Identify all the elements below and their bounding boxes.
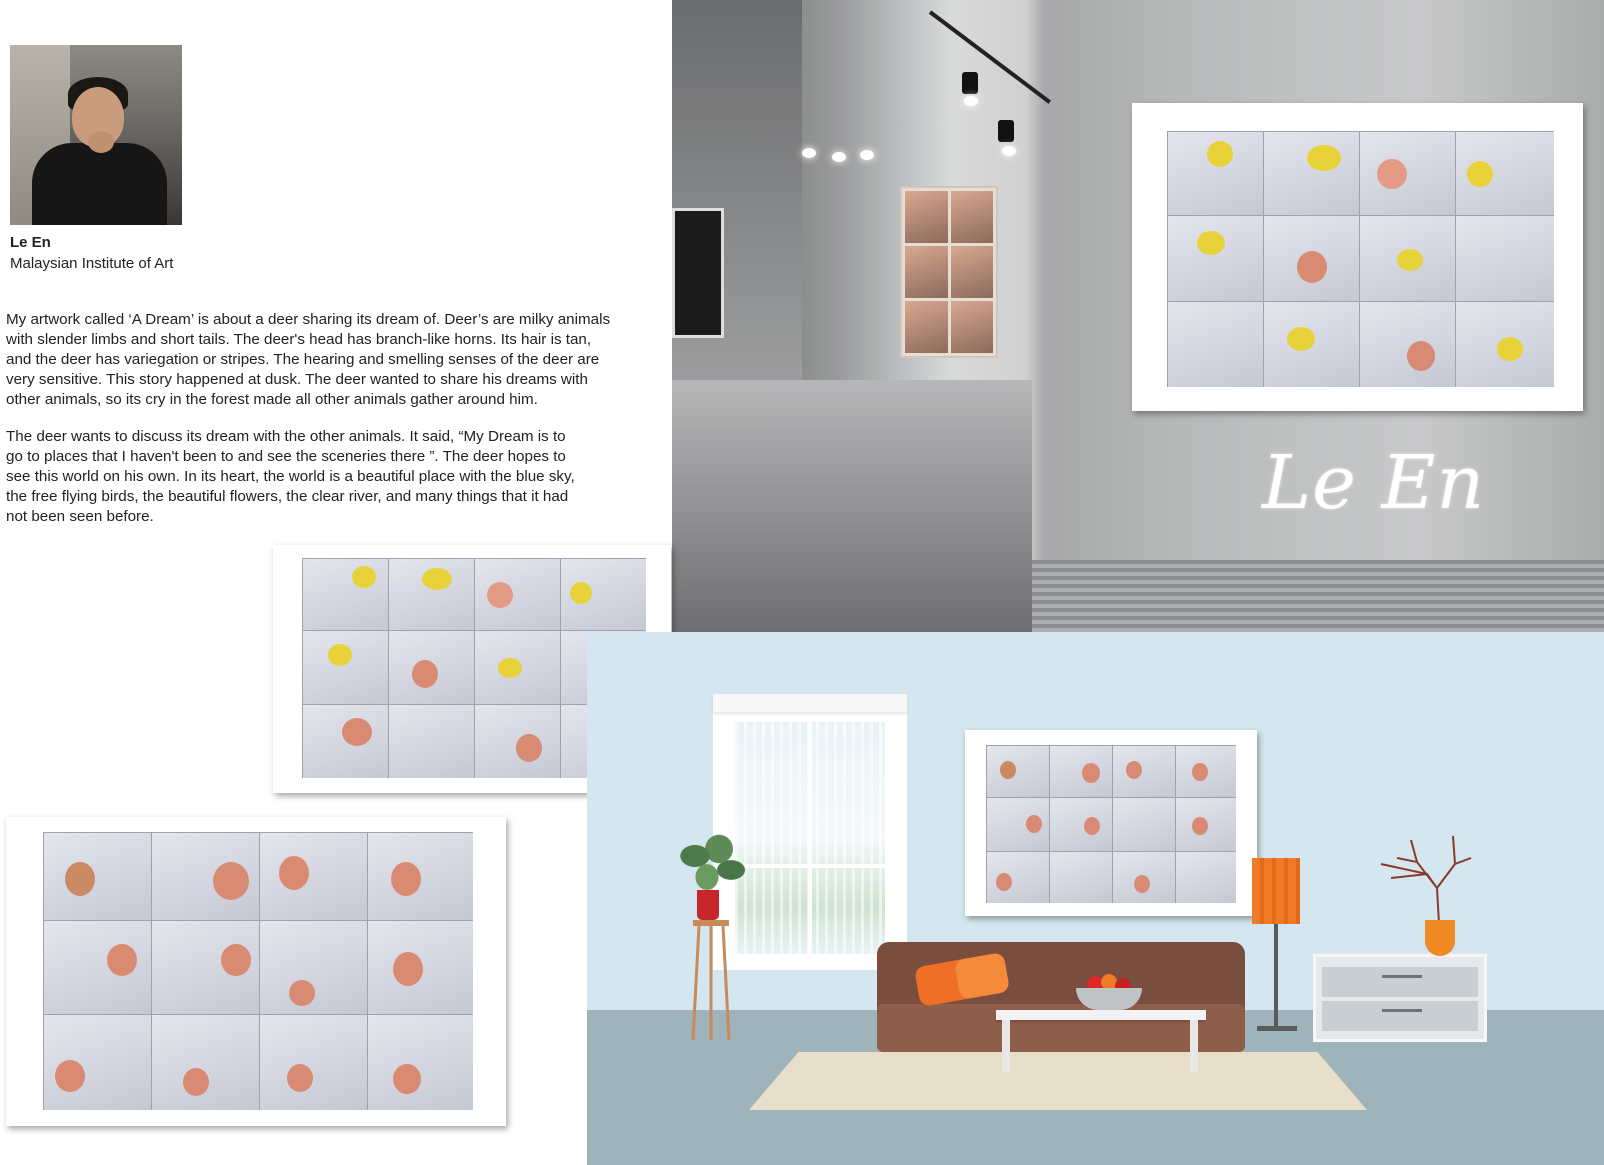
vase-branches [1367,828,1487,928]
rug [749,1052,1367,1110]
comic-artwork [986,745,1236,903]
cabinet [1313,954,1487,1042]
artist-signature: Le En [1262,440,1486,526]
vase [1425,920,1455,956]
plant-stand [691,920,731,1040]
description-paragraph-2: The deer wants to discuss its dream with the other animals. It said, “My Dream is to go to places that I haven't been to and see the sceneries there ”. The deer hopes to see this world on his own. In its heart, the world is a beautiful place with the blue sky, the free flying birds, the beautiful flowers, the clear river, and many things that it had not been seen before. [6,428,575,525]
gallery-dark-artwork [672,208,724,338]
artist-institution: Malaysian Institute of Art [10,255,174,272]
description-paragraph-1: My artwork called ‘A Dream’ is about a deer sharing its dream of. Deer’s are milky animals with slender limbs and short tails. The deer's head has branch-like horns. Its hair is tan, and the deer has variegation or stripes. The hearing and smelling senses of the deer are very sensitive. This story happened at dusk. The deer wanted to share his dreams with other animals, so its cry in the forest made all other animals gather around him. [6,311,611,408]
gallery-framed-comic [1132,103,1583,411]
room-framed-comic [965,730,1257,916]
artist-name: Le En [10,234,51,251]
living-room-scene [587,632,1604,1165]
framed-comic-bottom [6,817,506,1126]
floor-lamp [1252,858,1300,924]
comic-artwork [1167,131,1554,387]
coffee-table [996,1010,1206,1020]
artist-photo [10,45,182,225]
gallery-grid-artwork [900,186,998,358]
plant-pot [697,890,719,920]
comic-artwork [43,832,473,1110]
plant-leaves [671,828,751,898]
